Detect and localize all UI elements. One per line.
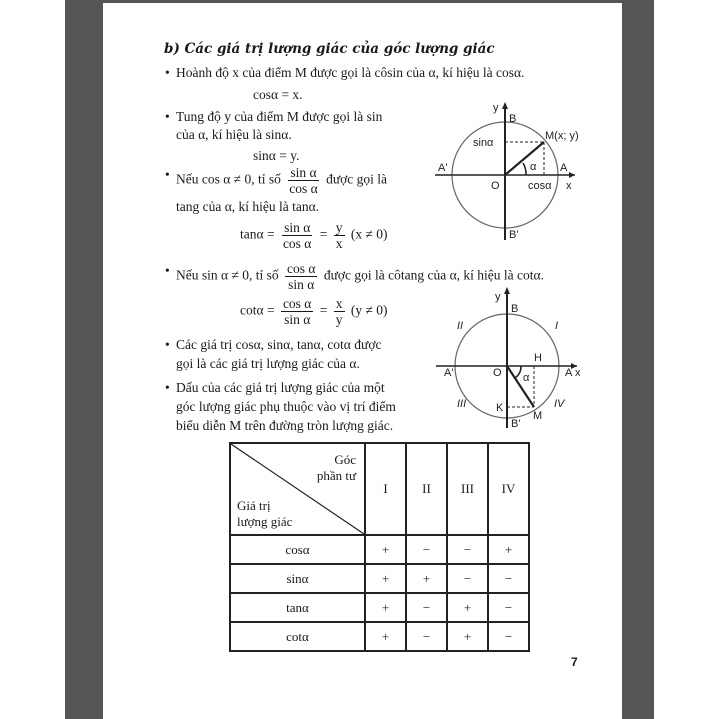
bullet-cotangent-pre: Nếu sin α ≠ 0, tỉ số	[176, 267, 279, 283]
fraction-den: y	[335, 312, 343, 327]
sign-cell: +	[365, 593, 406, 622]
formula-sin: sinα = y.	[253, 148, 300, 163]
fraction-num: cos α	[286, 261, 316, 276]
bullet-values-line2: gọi là các giá trị lượng giác của α.	[176, 356, 360, 371]
quadrant-header-III: III	[447, 443, 488, 535]
bullet-signs-line2: góc lượng giác phụ thuộc vào vị trí điểm	[176, 399, 396, 414]
label-y: y	[493, 102, 499, 114]
quadrant-header-IV: IV	[488, 443, 529, 535]
label-x: x	[575, 367, 580, 379]
fraction-sin-over-cos	[287, 165, 319, 196]
row-label-tan: tanα	[230, 593, 365, 622]
fraction-den: sin α	[284, 312, 311, 327]
bullet-tangent-line2: tang của α, kí hiệu là tanα.	[176, 199, 320, 214]
label-A: A	[560, 162, 568, 174]
sign-cell: −	[447, 535, 488, 564]
table-header-row	[230, 443, 529, 535]
label-x: x	[566, 180, 572, 192]
formula-condition: (y ≠ 0)	[350, 302, 388, 318]
fraction	[281, 296, 313, 327]
bullet-signs-line3: biểu diễn M trên đường tròn lượng giác.	[176, 418, 394, 433]
table-row	[230, 593, 529, 622]
fraction-num: sin α	[290, 165, 317, 180]
row-label-cot: cotα	[230, 622, 365, 651]
bullet-sine-def-line2: của α, kí hiệu là sinα.	[176, 127, 292, 142]
formula-tan	[240, 220, 388, 251]
fraction-den: x	[335, 236, 343, 251]
label-B: B	[511, 303, 519, 315]
row-label-sin: sinα	[230, 564, 365, 593]
bullet-signs-line1: • Dấu của các giá trị lượng giác của một	[176, 378, 385, 397]
label-sin: sinα	[473, 137, 494, 149]
label-quadrant-IV: IV	[554, 398, 565, 410]
diagonal-header-cell	[230, 443, 365, 535]
bullet-cotangent-post: được gọi là côtang của α, kí hiệu là cotα.	[323, 267, 544, 283]
label-quadrant-II: II	[457, 320, 464, 332]
label-A: A	[565, 367, 573, 379]
bullet-tangent-def	[176, 165, 387, 196]
bullet-tangent-post: được gọi là	[326, 171, 388, 187]
left-dark-margin	[65, 0, 103, 719]
equals-sign: =	[319, 226, 328, 242]
label-B: B	[509, 113, 517, 125]
header-quadrant-label	[317, 452, 356, 484]
sign-cell: −	[447, 564, 488, 593]
unit-circle-figure-1	[430, 100, 580, 245]
formula-cos: cosα = x.	[253, 87, 303, 102]
label-alpha: α	[523, 372, 530, 384]
quadrant-header-II: II	[406, 443, 447, 535]
bullet-tangent-pre: Nếu cos α ≠ 0, tỉ số	[176, 171, 281, 187]
sign-cell: +	[365, 564, 406, 593]
sign-cell: −	[488, 593, 529, 622]
right-dark-margin	[622, 0, 654, 719]
unit-circle-figure-2	[430, 285, 580, 430]
label-B-prime: B'	[511, 418, 521, 430]
fraction	[281, 220, 313, 251]
formula-condition: (x ≠ 0)	[350, 226, 388, 242]
sign-cell: −	[406, 535, 447, 564]
table-row	[230, 622, 529, 651]
header-bottom-line2: lượng giác	[237, 514, 293, 529]
bullet-values-line1: • Các giá trị cosα, sinα, tanα, cotα được	[176, 335, 381, 354]
equals-sign: =	[319, 302, 328, 318]
fraction-den: cos α	[289, 181, 318, 196]
header-bottom-line1: Giá trị	[237, 498, 271, 513]
label-quadrant-I: I	[555, 320, 559, 332]
section-heading: b) Các giá trị lượng giác của góc lượng giác	[164, 41, 495, 57]
fraction-cos-over-sin	[285, 261, 317, 292]
sign-cell: −	[488, 564, 529, 593]
fraction	[334, 220, 345, 251]
sign-cell: +	[447, 622, 488, 651]
fraction-den: cos α	[282, 236, 312, 251]
header-top-line1: Góc	[334, 452, 356, 467]
fraction-den: sin α	[288, 277, 315, 292]
sign-cell: +	[365, 535, 406, 564]
sign-cell: +	[406, 564, 447, 593]
label-O: O	[493, 367, 502, 379]
label-quadrant-III: III	[457, 398, 467, 410]
bullet-cosine-def: • Hoành độ x của điểm M được gọi là côsin của α, kí hiệu là cosα.	[176, 63, 524, 82]
label-A-prime: A'	[438, 162, 448, 174]
sign-cell: +	[447, 593, 488, 622]
label-M: M	[533, 410, 543, 422]
label-y: y	[495, 291, 501, 303]
formula-tan-lhs: tanα =	[240, 226, 275, 242]
sign-cell: +	[488, 535, 529, 564]
table-row	[230, 564, 529, 593]
page-number: 7	[571, 655, 578, 669]
header-value-label	[237, 498, 292, 530]
label-H: H	[534, 352, 542, 364]
sign-table	[229, 442, 530, 652]
formula-cot-lhs: cotα =	[240, 302, 275, 318]
label-K: K	[496, 402, 504, 414]
fraction-num: cos α	[282, 296, 312, 311]
label-cos: cosα	[528, 180, 552, 192]
fraction-num: x	[335, 296, 343, 311]
header-top-line2: phần tư	[316, 468, 356, 483]
sign-cell: −	[488, 622, 529, 651]
fraction-num: sin α	[284, 220, 311, 235]
sign-cell: +	[365, 622, 406, 651]
label-A-prime: A'	[444, 367, 454, 379]
label-B-prime: B'	[509, 229, 519, 241]
label-M: M(x; y)	[545, 130, 579, 142]
label-O: O	[491, 180, 500, 192]
sign-cell: −	[406, 622, 447, 651]
fraction-num: y	[335, 220, 343, 235]
sign-cell: −	[406, 593, 447, 622]
fraction	[334, 296, 345, 327]
quadrant-header-I: I	[365, 443, 406, 535]
bullet-sine-def-line1: • Tung độ y của điểm M được gọi là sin	[176, 107, 382, 126]
label-alpha: α	[530, 161, 537, 173]
row-label-cos: cosα	[230, 535, 365, 564]
table-row	[230, 535, 529, 564]
formula-cot	[240, 296, 388, 327]
book-page	[103, 3, 622, 719]
